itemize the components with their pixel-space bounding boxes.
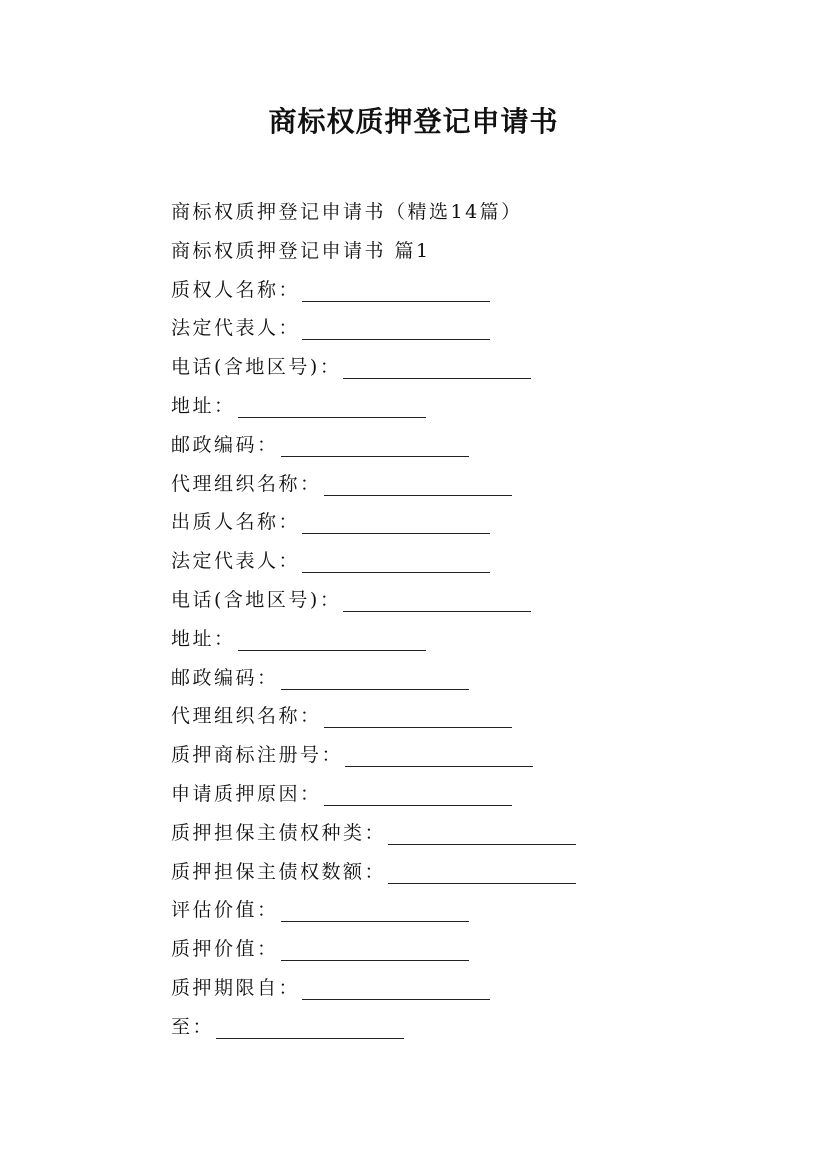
form-field-pledgor-legal-rep: [171, 542, 771, 581]
form-field-pledgor-agency: [171, 697, 771, 736]
form-field-pledgee-legal-rep: [171, 309, 771, 348]
form-field-pledge-end: [171, 1008, 771, 1047]
field-label: 质押担保主债权种类：: [171, 821, 387, 844]
section-heading: 商标权质押登记申请书 篇1: [171, 239, 431, 262]
fill-in-blank: [238, 649, 426, 651]
form-field-pledgee-postcode: [171, 426, 771, 465]
field-label: 代理组织名称：: [171, 705, 322, 728]
field-label: 申请质押原因：: [171, 782, 322, 805]
field-label: 法定代表人：: [171, 550, 301, 573]
field-label: 地址：: [171, 394, 236, 417]
fill-in-blank: [324, 804, 512, 806]
form-field-pledgee-phone: [171, 348, 771, 387]
form-field-pledgor-postcode: [171, 659, 771, 698]
field-label: 地址：: [171, 627, 236, 650]
field-label: 质押商标注册号：: [171, 744, 344, 767]
fill-in-blank: [388, 882, 576, 884]
fill-in-blank: [345, 765, 533, 767]
field-label: 质押价值：: [171, 938, 279, 961]
field-label: 代理组织名称：: [171, 472, 322, 495]
form-field-pledgee-name: [171, 271, 771, 310]
subtitle-line: 商标权质押登记申请书（精选14篇）: [171, 201, 523, 223]
form-field-pledge-start: [171, 969, 771, 1008]
form-field-trademark-reg-no: [171, 736, 771, 775]
field-label: 法定代表人：: [171, 317, 301, 340]
fill-in-blank: [324, 494, 512, 496]
form-field-pledgor-address: [171, 620, 771, 659]
form-field-pledgee-address: [171, 387, 771, 426]
field-label: 邮政编码：: [171, 666, 279, 689]
form-field-pledgor-name: [171, 503, 771, 542]
field-label: 质押担保主债权数额：: [171, 860, 387, 883]
field-label: 电话(含地区号)：: [171, 588, 342, 611]
fill-in-blank: [238, 416, 426, 418]
form-field-pledgee-agency: [171, 465, 771, 504]
fill-in-blank: [302, 300, 490, 302]
field-label: 邮政编码：: [171, 433, 279, 456]
form-field-debt-amount: [171, 853, 771, 892]
document-body: [171, 193, 771, 1047]
fill-in-blank: [343, 377, 531, 379]
fill-in-blank: [281, 920, 469, 922]
document-title: 商标权质押登记申请书: [268, 105, 559, 138]
form-field-pledgor-phone: [171, 581, 771, 620]
field-label: 出质人名称：: [171, 511, 301, 534]
fill-in-blank: [302, 338, 490, 340]
fill-in-blank: [324, 726, 512, 728]
fill-in-blank: [302, 571, 490, 573]
field-label: 质押期限自：: [171, 976, 301, 999]
form-field-pledge-reason: [171, 775, 771, 814]
fill-in-blank: [388, 843, 576, 845]
field-label: 电话(含地区号)：: [171, 356, 342, 379]
form-field-pledge-value: [171, 930, 771, 969]
fill-in-blank: [281, 959, 469, 961]
fill-in-blank: [216, 1037, 404, 1039]
field-label: 评估价值：: [171, 899, 279, 922]
field-label: 至：: [171, 1015, 215, 1038]
form-field-debt-type: [171, 814, 771, 853]
fill-in-blank: [281, 455, 469, 457]
fill-in-blank: [302, 998, 490, 1000]
fill-in-blank: [281, 688, 469, 690]
field-label: 质权人名称：: [171, 278, 301, 301]
form-field-appraised-value: [171, 891, 771, 930]
fill-in-blank: [343, 610, 531, 612]
fill-in-blank: [302, 532, 490, 534]
